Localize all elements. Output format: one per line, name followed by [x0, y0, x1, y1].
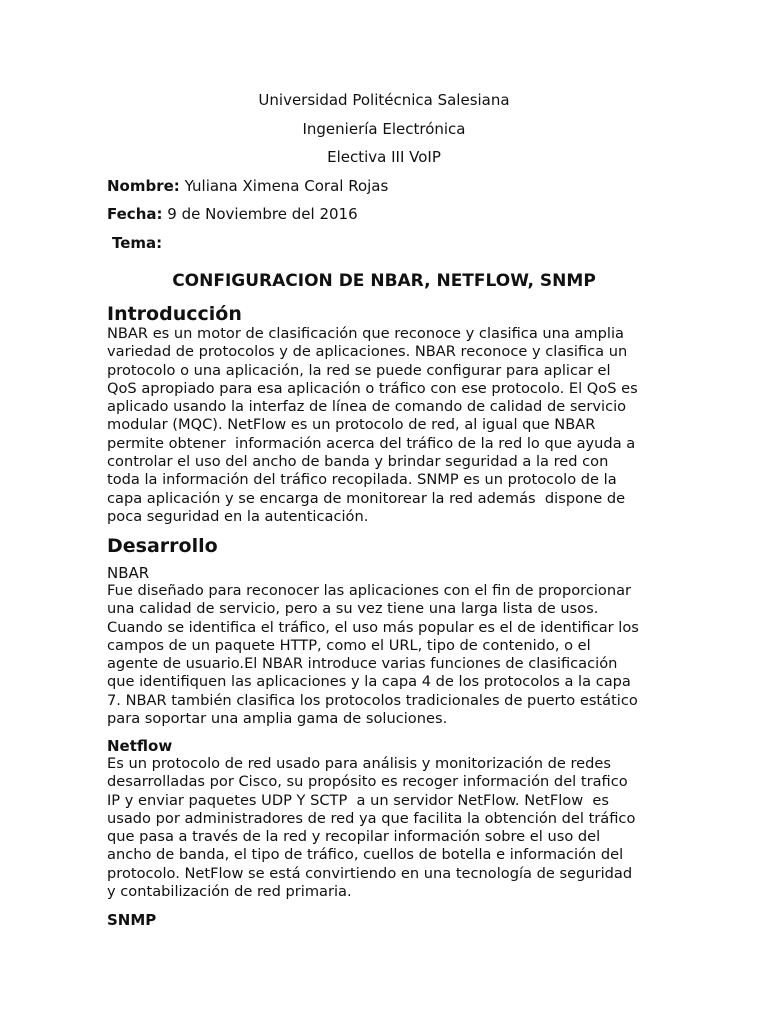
introduccion-paragraph: NBAR es un motor de clasificación que reconoce y clasifica una amplia variedad de protocolos y de aplicaciones. NBAR reconoce y clasifica un protocolo o una aplicación, la red se puede configurar para aplicar el QoS apropiado para esa aplicación o tráfico con ese protocolo. El QoS es aplicado usando la interfaz de línea de comando de calidad de servicio modular (MQC). NetFlow es un protocolo de red, al igual que NBAR permite obtener información acerca del tráfico de la red lo que ayuda a controlar el uso del ancho de banda y brindar seguridad a la red con toda la información del tráfico recopilada. SNMP es un protocolo de la capa aplicación y se encarga de monitorear la red además dispone de poca seguridad en la autenticación.: [107, 325, 638, 525]
snmp-heading: SNMP: [107, 911, 157, 929]
tema-label: Tema:: [112, 234, 163, 252]
program-heading: Ingeniería Electrónica: [302, 120, 466, 138]
fecha-value: 9 de Noviembre del 2016: [167, 205, 358, 223]
tema-field: [112, 234, 162, 252]
nombre-field: [107, 177, 388, 195]
netflow-heading: Netflow: [107, 737, 173, 755]
nbar-paragraph: Fue diseñado para reconocer las aplicaciones con el fin de proporcionar una calidad de servicio, pero a su vez tiene una larga lista de usos. Cuando se identifica el tráfico, el uso más popular es el de identificar los campos de un paquete HTTP, como el URL, tipo de contenido, o el agente de usuario.El NBAR introduce varias funciones de clasificación que identifiquen las aplicaciones y la capa 4 de los protocolos a la capa 7. NBAR también clasifica los protocolos tradicionales de puerto estático para soportar una amplia gama de soluciones.: [107, 582, 639, 728]
nombre-value: Yuliana Ximena Coral Rojas: [184, 177, 389, 195]
course-heading: Electiva III VoIP: [327, 148, 441, 166]
university-heading: Universidad Politécnica Salesiana: [258, 91, 510, 109]
fecha-label: Fecha:: [107, 205, 163, 223]
nbar-heading: NBAR: [107, 564, 150, 582]
introduccion-heading: Introducción: [107, 303, 242, 325]
desarrollo-heading: Desarrollo: [107, 535, 218, 557]
netflow-paragraph: Es un protocolo de red usado para análisis y monitorización de redes desarrolladas por Cisco, su propósito es recoger información del trafico IP y enviar paquetes UDP Y SCTP a un servidor NetFlow. NetFlow es usado por administradores de red ya que facilita la obtención del tráfico que pasa a través de la red y recopilar información sobre el uso del ancho de banda, el tipo de tráfico, cuellos de botella e información del protocolo. NetFlow se está convirtiendo en una tecnología de seguridad y contabilización de red primaria.: [107, 755, 636, 901]
document-title: CONFIGURACION DE NBAR, NETFLOW, SNMP: [172, 271, 596, 291]
nombre-label: Nombre:: [107, 177, 180, 195]
fecha-field: [107, 205, 358, 223]
